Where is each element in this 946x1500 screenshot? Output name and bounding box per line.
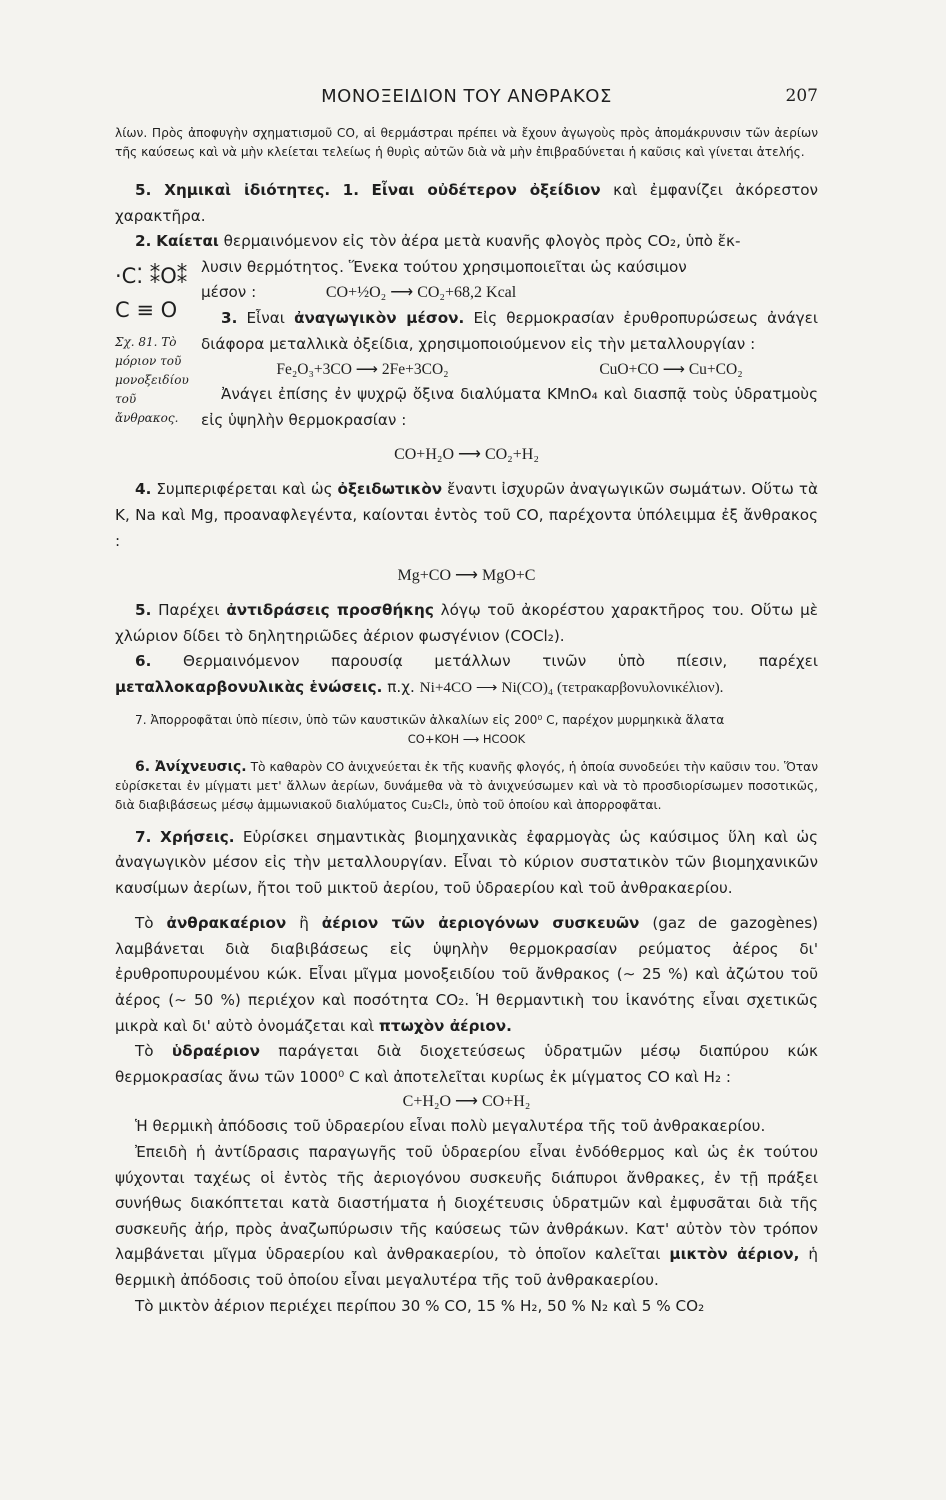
lewis-structure: ·C⁚ ⁑O⁑ <box>115 263 188 288</box>
water-text: παράγεται διὰ διοχετεύσεως ὑδρατμῶν μέσῳ διαπύρου κώκ θερμοκρασίας ἄνω τῶν 1000⁰ C καὶ ἀποτελεῖται κυρίως ἐκ μίγματος CO καὶ H₂ : <box>115 1042 819 1086</box>
page-number: 207 <box>785 86 818 106</box>
producer-pre: Τὸ <box>135 914 154 933</box>
detection-paragraph <box>115 758 818 815</box>
water-gas-shift-equation: CO+H₂O ⟶ CO₂+H₂ <box>394 446 539 464</box>
item-4-pre: Συμπεριφέρεται καὶ ὡς <box>156 480 333 499</box>
figure-caption: Σχ. 81. Τὸ μόριον τοῦ μονοξειδίου τοῦ ἄνθρακος. <box>115 334 189 425</box>
item-3-pre: Εἶναι <box>246 308 285 327</box>
producer-bold-1: ἀνθρακαέριον <box>166 914 287 933</box>
item-1-number: 1. <box>342 181 359 199</box>
reduction-equations <box>201 357 818 382</box>
figure-81 <box>115 255 201 434</box>
producer-gas-paragraph <box>115 911 818 1039</box>
item-2-medium-label: μέσον : <box>201 283 257 302</box>
item-2-bold: Καίεται <box>156 232 219 251</box>
item-4-paragraph <box>115 477 818 554</box>
item-3-number: 3. <box>221 308 238 327</box>
item-6-number: 6. <box>135 652 152 671</box>
item-5-text: λόγῳ τοῦ ἀκορέστου χαρακτῆρος του. Οὕτω μὲ χλώριον δίδει τὸ δηλητηριῶδες ἀέριον φωσγένιον (COCl₂). <box>115 601 819 645</box>
intro-paragraph: λίων. Πρὸς ἀποφυγὴν σχηματισμοῦ CO, αἱ θερμάστραι πρέπει νὰ ἔχουν ἀγωγοὺς πρὸς ἀπομάκρυνσιν τῶν ἀερίων τῆς καύσεως καὶ νὰ μὴν κλείεται τελείως ἡ θυρὶς αὐτῶν διὰ νὰ μὴν ἐπιβραδύνεται ἡ καῦσις καὶ γίνεται ἀτελής. <box>115 126 818 159</box>
section-heading-detection: 6. Ἀνίχνευσις. <box>135 758 247 775</box>
producer-bold-3: πτωχὸν ἀέριον. <box>378 1016 512 1035</box>
section-heading-chemical-properties: 5. Χημικαὶ ἰδιότητες. <box>135 181 331 199</box>
water-gas-equation: C+H₂O ⟶ CO+H₂ <box>402 1093 531 1111</box>
magnesium-equation: Mg+CO ⟶ MgO+C <box>397 567 536 585</box>
item-6-pre: Θερμαινόμενον παρουσίᾳ μετάλλων τινῶν ὑπὸ πίεσιν, παρέχει <box>182 652 819 671</box>
water-bold: ὑδραέριον <box>171 1042 260 1061</box>
item-2-line1: θερμαινόμενον εἰς τὸν ἀέρα μετὰ κυανῆς φλογὸς πρὸς CO₂, ὑπὸ ἔκ- <box>223 232 741 251</box>
item-4-number: 4. <box>135 480 152 499</box>
item-2-line2: λυσιν θερμότητος. Ἕνεκα τούτου χρησιμοποιεῖται ὡς καύσιμον <box>201 257 687 276</box>
item-5-number: 5. <box>135 601 152 620</box>
detection-text: Τὸ καθαρὸν CO ἀνιχνεύεται ἐκ τῆς κυανῆς φλογός, ἡ ὁποία συνοδεύει τὴν καῦσιν του. Ὅταν εὑρίσκεται ἐν μίγματι μετ' ἄλλων ἀερίων, δυνάμεθα νὰ τὸ ἀνιχνεύσωμεν καὶ νὰ τὸ προσδιορίσωμεν ποσοτικῶς, διὰ διαβιβάσεως μέσῳ ἀμμωνιακοῦ διαλύματος Cu₂Cl₂, ὑπὸ τοῦ ὁποίου καὶ ἀπορροφᾶται. <box>115 759 818 812</box>
page-body <box>115 124 818 1319</box>
iron-oxide-equation: Fe₂O₃+3CO ⟶ 2Fe+3CO₂ <box>276 361 449 379</box>
item-1-bold: Εἶναι οὐδέτερον ὀξείδιον <box>371 181 601 199</box>
uses-text: Εὑρίσκει σημαντικὰς βιομηχανικὰς ἐφαρμογὰς ὡς καύσιμος ὕλη καὶ ὡς ἀναγωγικὸν μέσον εἰς τὴν μεταλλουργίαν. Εἶναι τὸ κύριον συστατικὸν τῶν βιομηχανικῶν καυσίμων ἀερίων, ἤτοι τοῦ μικτοῦ ἀερίου, τοῦ ὑδραερίου καὶ τοῦ ἀνθρακαερίου. <box>115 827 818 897</box>
item-6-paragraph <box>115 649 818 700</box>
mixed-gas-composition: Τὸ μικτὸν ἀέριον περιέχει περίπου 30 % CO, 15 % H₂, 50 % N₂ καὶ 5 % CO₂ <box>135 1296 705 1315</box>
item-2-line3 <box>201 280 818 306</box>
item-5-pre: Παρέχει <box>158 601 220 620</box>
nickel-carbonyl-equation: Ni+4CO ⟶ Ni(CO)₄ (τετρακαρβονυλονικέλιον). <box>419 678 724 696</box>
producer-mid: ἢ <box>299 914 309 933</box>
chemical-properties-paragraph <box>115 178 818 229</box>
item-1-text: καὶ ἐμφανίζει ἀκόρεστον χαρακτῆρα. <box>115 181 819 225</box>
producer-text: (gaz de gazogènes) λαμβάνεται διὰ διαβιβάσεως εἰς ὑψηλὴν θερμοκρασίαν ρεύματος ἀέρος δι' ἐρυθροπυρουμένου κώκ. Εἶναι μῖγμα μονοξειδίου τοῦ ἄνθρακος (∼ 25 %) καὶ ἀζώτου τοῦ ἀέρος (∼ 50 %) περιέχον καὶ ποσότητα CO₂. Ἡ θερμαντικὴ του ἱκανότης εἶναι σχετικῶς μικρὰ καὶ δι' αὐτὸ ὀνομάζεται καὶ <box>115 914 819 1035</box>
item-4-bold: ὀξειδωτικὸν <box>337 480 443 499</box>
triple-bond-structure: C ≡ O <box>115 297 178 322</box>
water-gas-paragraph <box>115 1039 818 1090</box>
water-pre: Τὸ <box>135 1042 154 1061</box>
water-gas-yield-paragraph: Ἡ θερμικὴ ἀπόδοσις τοῦ ὑδραερίου εἶναι πολὺ μεγαλυτέρα τῆς τοῦ ἀνθρακαερίου. <box>135 1117 766 1136</box>
figure-side-text <box>201 255 818 434</box>
section-heading-uses: 7. Χρήσεις. <box>135 827 235 846</box>
item-2-number: 2. <box>135 232 152 251</box>
item-3-text2: Ἀνάγει ἐπίσης ἐν ψυχρῷ ὄξινα διαλύματα KMnO₄ καὶ διασπᾷ τοὺς ὑδρατμοὺς εἰς ὑψηλὴν θερμοκρασίαν : <box>201 385 818 429</box>
item-6-bold: μεταλλοκαρβονυλικὰς ἑνώσεις. <box>115 677 383 696</box>
item-6-text: π.χ. <box>387 677 415 696</box>
mixed-gas-bold: μικτὸν ἀέριον, <box>669 1245 800 1264</box>
figure-block <box>115 255 818 434</box>
item-3-paragraph <box>201 306 818 357</box>
mixed-gas-text-end: ἡ θερμικὴ ἀπόδοσις τοῦ ὁποίου εἶναι μεγαλυτέρα τῆς τοῦ ἀνθρακαερίου. <box>115 1245 819 1289</box>
page-header <box>115 86 818 110</box>
item-3-text: Εἰς θερμοκρασίαν ἐρυθροπυρώσεως ἀνάγει διάφορα μεταλλικὰ ὀξείδια, χρησιμοποιούμενον εἰς τὴν μεταλλουργίαν : <box>201 308 819 353</box>
producer-bold-2: ἀέριον τῶν ἀεριογόνων συσκευῶν <box>321 914 640 933</box>
running-title: ΜΟΝΟΞΕΙΔΙΟΝ ΤΟΥ ΑΝΘΡΑΚΟΣ <box>321 86 612 107</box>
uses-paragraph <box>115 825 818 902</box>
mixed-gas-text: Ἐπειδὴ ἡ ἀντίδρασις παραγωγῆς τοῦ ὑδραερίου εἶναι ἐνδόθερμος καὶ ὡς ἐκ τούτου ψύχονται ταχέως οἱ ἐντὸς τῆς ἀεριογόνου συσκευῆς διάπυροι ἄνθρακες, ἐν τῇ πράξει συνήθως διακόπτεται κατὰ διαστήματα ἡ διοχέτευσις ὑδρατμῶν καὶ ἐμφυσᾶται διὰ τῆς συσκευῆς ἀήρ, πρὸς ἀναζωπύρωσιν τῆς καύσεως τῶν ἀνθράκων. Κατ' αὐτὸν τὸν τρόπον λαμβάνεται μῖγμα ὑδραερίου καὶ ἀνθρακαερίου, τὸ ὁποῖον καλεῖται <box>115 1143 818 1264</box>
item-7-small-paragraph: 7. Ἀπορροφᾶται ὑπὸ πίεσιν, ὑπὸ τῶν καυστικῶν ἀλκαλίων εἰς 200⁰ C, παρέχον μυρμηκικὰ ἅλατα <box>135 712 725 727</box>
formate-equation: CO+KOH ⟶ HCOOK <box>407 731 526 746</box>
item-2-paragraph <box>115 229 818 255</box>
item-5-bold: ἀντιδράσεις προσθήκης <box>226 601 434 620</box>
item-3-bold: ἀναγωγικὸν μέσον. <box>294 308 465 327</box>
item-4-text: ἔναντι ἰσχυρῶν ἀναγωγικῶν σωμάτων. Οὕτω τὰ K, Na καὶ Mg, προαναφλεγέντα, καίονται ἐντὸς τοῦ CO, παρέχοντα ὑπόλειμμα ἐξ ἄνθρακος : <box>115 480 818 550</box>
copper-oxide-equation: CuO+CO ⟶ Cu+CO₂ <box>599 361 743 379</box>
mixed-gas-paragraph <box>115 1140 818 1294</box>
item-5-paragraph <box>115 598 818 649</box>
combustion-equation: CO+½O₂ ⟶ CO₂+68,2 Kcal <box>325 284 517 302</box>
